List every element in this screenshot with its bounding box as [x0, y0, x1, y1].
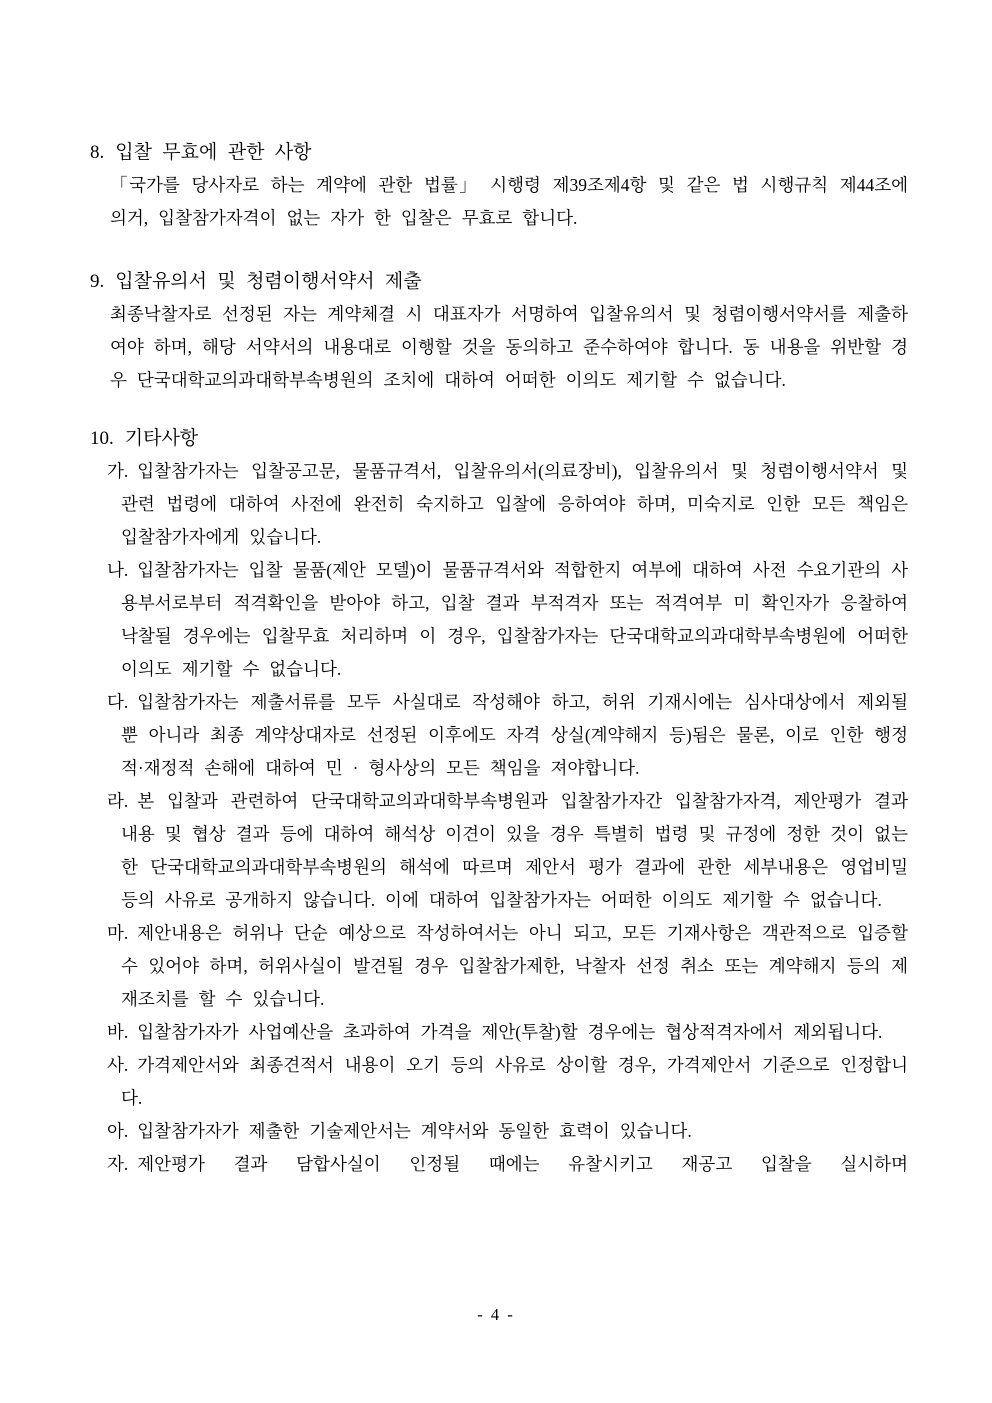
list-item-label: 아. — [107, 1121, 129, 1141]
list-item-ba — [90, 1016, 908, 1049]
section-bid-invalidity — [90, 136, 908, 235]
section-heading — [90, 136, 908, 169]
list-item-text: 입찰참가자는 입찰 물품(제안 모델)이 물품규격서와 적합한지 여부에 대하여 사전 수요기관의 사용부서로부터 적격확인을 받아야 하고, 입찰 결과 부적격자 또는 적격여부 미 확인자가 응찰하여 낙찰될 경우에는 입찰무효 처리하며 이 경우, 입찰참가자는 단국대학교의과대학부속병원에 어떠한 이의도 제기할 수 없습니다. — [121, 560, 908, 679]
list-item-ma — [90, 917, 908, 1016]
list-item-label: 다. — [107, 692, 129, 712]
section-body-text: 최종낙찰자로 선정된 자는 계약체결 시 대표자가 서명하여 입찰유의서 및 청렴이행서약서를 제출하여야 하며, 해당 서약서의 내용대로 이행할 것을 동의하고 준수하여야 합니다. 동 내용을 위반할 경우 단국대학교의과대학부속병원의 조치에 대하여 어떠한 이의도 제기할 수 없습니다. — [110, 304, 908, 390]
list-item-ra — [90, 785, 908, 917]
list-item-da — [90, 686, 908, 785]
list-item-label: 마. — [107, 923, 129, 943]
list-item-sa — [90, 1049, 908, 1115]
list-item-ja — [90, 1148, 908, 1181]
section-title: 입찰 무효에 관한 사항 — [115, 142, 312, 163]
list-item-text: 제안내용은 허위나 단순 예상으로 작성하여서는 아니 되고, 모든 기재사항은 객관적으로 입증할 수 있어야 하며, 허위사실이 발견될 경우 입찰참가제한, 낙찰자 선정 취소 또는 계약해지 등의 제재조치를 할 수 있습니다. — [121, 923, 908, 1009]
section-body-text: 「국가를 당사자로 하는 계약에 관한 법률」 시행령 제39조제4항 및 같은 법 시행규칙 제44조에 의거, 입찰참가자격이 없는 자가 한 입찰은 무효로 합니다. — [110, 175, 908, 228]
list-item-na — [90, 554, 908, 686]
section-number: 9. — [90, 271, 105, 292]
list-item-text: 가격제안서와 최종견적서 내용이 오기 등의 사유로 상이할 경우, 가격제안서 기준으로 인정합니다. — [121, 1055, 908, 1108]
list-item-label: 사. — [107, 1055, 129, 1075]
document-content — [90, 136, 908, 1181]
section-number: 10. — [90, 428, 114, 449]
section-pledge-submission — [90, 265, 908, 397]
list-item-label: 가. — [107, 461, 129, 481]
section-title: 입찰유의서 및 청렴이행서약서 제출 — [115, 271, 422, 292]
section-title: 기타사항 — [124, 428, 199, 449]
section-miscellaneous — [90, 422, 908, 1181]
section-number: 8. — [90, 142, 105, 163]
list-item-label: 라. — [107, 791, 129, 811]
list-item-text: 제안평가 결과 담합사실이 인정될 때에는 유찰시키고 재공고 입찰을 실시하며 — [137, 1154, 908, 1174]
list-item-label: 자. — [107, 1154, 129, 1174]
page-number: - 4 - — [477, 1305, 515, 1324]
list-item-label: 바. — [107, 1022, 129, 1042]
section-heading — [90, 422, 908, 455]
list-item-a — [90, 1115, 908, 1148]
list-item-text: 입찰참가자는 입찰공고문, 물품규격서, 입찰유의서(의료장비), 입찰유의서 및 청렴이행서약서 및 관련 법령에 대하여 사전에 완전히 숙지하고 입찰에 응하여야 하며, 미숙지로 인한 모든 책임은 입찰참가자에게 있습니다. — [121, 461, 908, 547]
section-heading — [90, 265, 908, 298]
list-item-ga — [90, 455, 908, 554]
list-item-text: 입찰참가자는 제출서류를 모두 사실대로 작성해야 하고, 허위 기재시에는 심사대상에서 제외될 뿐 아니라 최종 계약상대자로 선정된 이후에도 자격 상실(계약해지 등)됨은 물론, 이로 인한 행정적·재정적 손해에 대하여 민 · 형사상의 모든 책임을 져야합니다. — [121, 692, 908, 778]
list-item-text: 본 입찰과 관련하여 단국대학교의과대학부속병원과 입찰참가자간 입찰참가자격, 제안평가 결과 내용 및 협상 결과 등에 대하여 해석상 이견이 있을 경우 특별히 법령 및 규정에 정한 것이 없는 한 단국대학교의과대학부속병원의 해석에 따르며 제안서 평가 결과에 관한 세부내용은 영업비밀 등의 사유로 공개하지 않습니다. 이에 대하여 입찰참가자는 어떠한 이의도 제기할 수 없습니다. — [121, 791, 908, 910]
list-item-text: 입찰참가자가 사업예산을 초과하여 가격을 제안(투찰)할 경우에는 협상적격자에서 제외됩니다. — [137, 1022, 883, 1042]
list-item-text: 입찰참가자가 제출한 기술제안서는 계약서와 동일한 효력이 있습니다. — [137, 1121, 692, 1141]
list-item-label: 나. — [107, 560, 129, 580]
